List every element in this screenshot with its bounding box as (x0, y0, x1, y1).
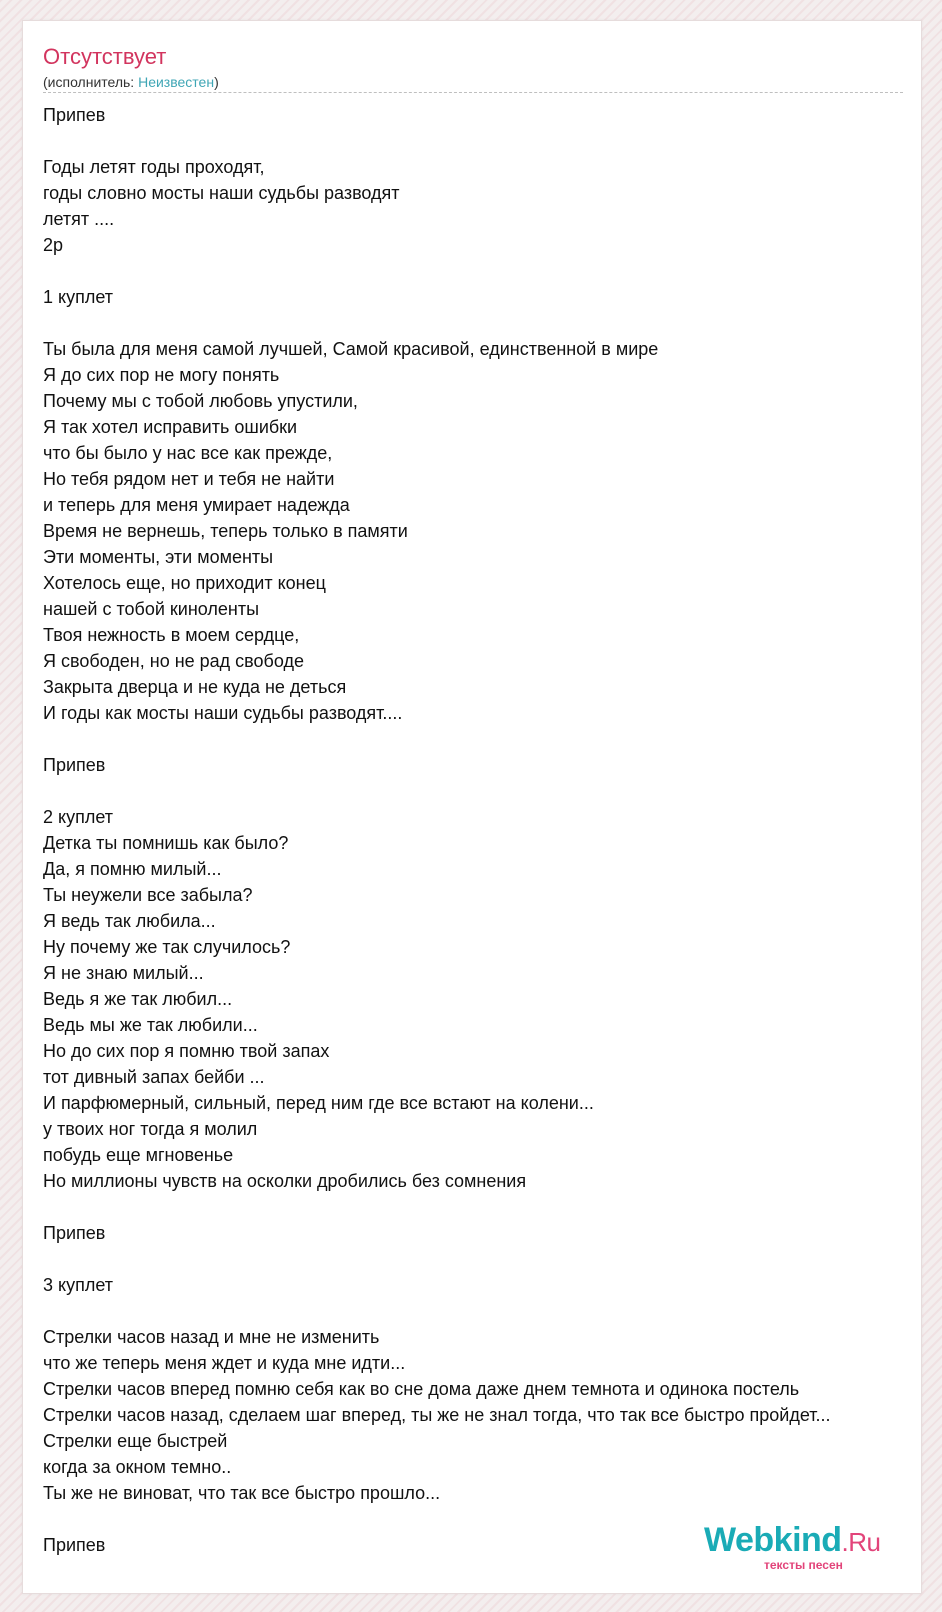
lyric-blank-line (43, 778, 921, 804)
lyric-line: Детка ты помнишь как было? (43, 833, 289, 853)
logo-wordmark (704, 1520, 881, 1562)
lyric-line: у твоих ног тогда я молил (43, 1119, 258, 1139)
lyric-line: что же теперь меня ждет и куда мне идти... (43, 1353, 406, 1373)
lyric-line: Почему мы с тобой любовь упустили, (43, 391, 358, 411)
lyric-line: Но миллионы чувств на осколки дробились без сомнения (43, 1171, 527, 1191)
lyric-line: Я свободен, но не рад свободе (43, 651, 304, 671)
lyric-line: летят .... (43, 209, 115, 229)
lyric-blank-line (43, 128, 921, 154)
lyric-line: Ведь мы же так любили... (43, 1015, 258, 1035)
artist-suffix: ) (214, 74, 219, 90)
logo-tagline: тексты песен (764, 1558, 843, 1572)
lyrics-text (43, 102, 921, 1558)
artist-link[interactable]: Неизвестен (138, 74, 215, 90)
lyric-line: 2 куплет (43, 807, 113, 827)
lyric-line: Время не вернешь, теперь только в памяти (43, 521, 408, 541)
lyric-line: 1 куплет (43, 287, 113, 307)
lyric-line: Припев (43, 105, 106, 125)
lyric-line: Ты была для меня самой лучшей, Самой красивой, единственной в мире (43, 339, 659, 359)
lyric-line: когда за окном темно.. (43, 1457, 232, 1477)
lyric-line: Ведь я же так любил... (43, 989, 233, 1009)
lyric-line: Припев (43, 1535, 106, 1555)
lyric-blank-line (43, 726, 921, 752)
lyric-line: Стрелки часов назад, сделаем шаг вперед, ты же не знал тогда, что так все быстро пройдет... (43, 1405, 831, 1425)
lyric-line: Я ведь так любила... (43, 911, 216, 931)
song-title: Отсутствует (43, 44, 167, 69)
title-divider (43, 92, 903, 93)
lyric-line: Твоя нежность в моем сердце, (43, 625, 300, 645)
site-logo[interactable] (704, 1520, 900, 1586)
lyric-line: Но тебя рядом нет и тебя не найти (43, 469, 335, 489)
lyric-line: Припев (43, 1223, 106, 1243)
lyric-line: Эти моменты, эти моменты (43, 547, 274, 567)
lyric-line: Хотелось еще, но приходит конец (43, 573, 326, 593)
lyric-blank-line (43, 310, 921, 336)
logo-main-text: Webkind (704, 1521, 842, 1559)
lyric-line: что бы было у нас все как прежде, (43, 443, 333, 463)
lyric-line: Ты же не виноват, что так все быстро прошло... (43, 1483, 441, 1503)
lyric-blank-line (43, 1194, 921, 1220)
lyric-line: Ну почему же так случилось? (43, 937, 291, 957)
lyric-line: Стрелки часов назад и мне не изменить (43, 1327, 380, 1347)
lyric-line: Стрелки часов вперед помню себя как во сне дома даже днем темнота и одинока постель (43, 1379, 800, 1399)
lyric-blank-line (43, 1246, 921, 1272)
lyric-blank-line (43, 1298, 921, 1324)
lyric-line: Годы летят годы проходят, (43, 157, 265, 177)
lyric-line: и теперь для меня умирает надежда (43, 495, 350, 515)
lyric-line: Ты неужели все забыла? (43, 885, 253, 905)
lyric-line: Закрыта дверца и не куда не деться (43, 677, 347, 697)
lyric-blank-line (43, 258, 921, 284)
lyric-line: Да, я помню милый... (43, 859, 222, 879)
artist-prefix: (исполнитель: (43, 74, 139, 90)
lyric-line: Я так хотел исправить ошибки (43, 417, 298, 437)
lyric-line: нашей с тобой киноленты (43, 599, 260, 619)
lyric-line: побудь еще мгновенье (43, 1145, 234, 1165)
logo-suffix: .Ru (841, 1527, 881, 1557)
lyric-line: годы словно мосты наши судьбы разводят (43, 183, 400, 203)
lyric-line: И годы как мосты наши судьбы разводят.... (43, 703, 403, 723)
artist-line (43, 73, 219, 91)
lyric-line: Но до сих пор я помню твой запах (43, 1041, 330, 1061)
lyric-line: Припев (43, 755, 106, 775)
lyric-line: И парфюмерный, сильный, перед ним где все встают на колени... (43, 1093, 594, 1113)
lyric-line: 3 куплет (43, 1275, 113, 1295)
lyric-line: Стрелки еще быстрей (43, 1431, 228, 1451)
lyrics-card (22, 20, 922, 1594)
lyric-line: Я до сих пор не могу понять (43, 365, 280, 385)
lyric-line: тот дивный запах бейби ... (43, 1067, 265, 1087)
lyric-line: Я не знаю милый... (43, 963, 204, 983)
lyric-line: 2р (43, 235, 64, 255)
